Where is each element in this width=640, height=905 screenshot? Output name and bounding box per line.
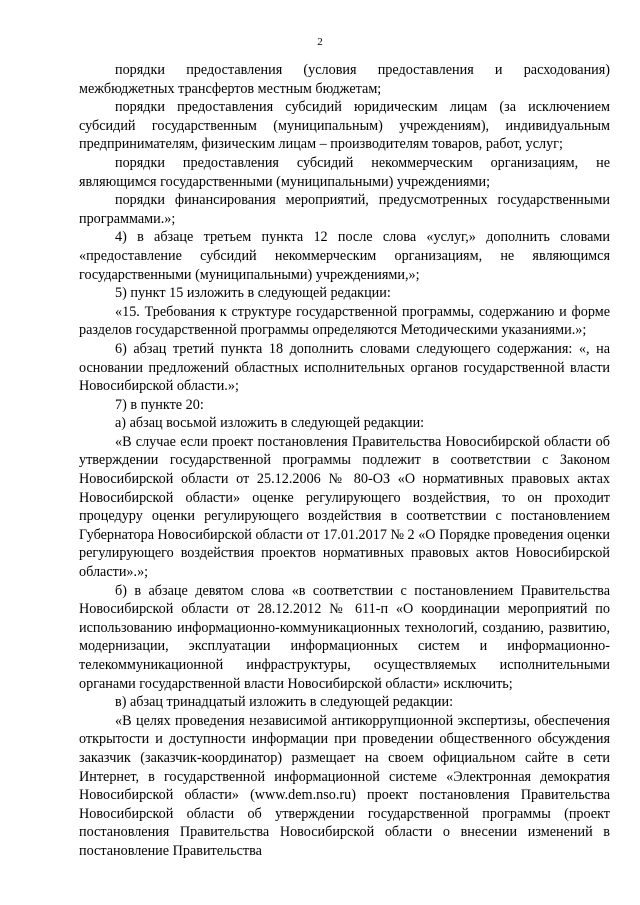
paragraph: порядки предоставления субсидий некоммерческим организациям, не являющимся государственными (муниципальными) учреждениями; [79,154,610,190]
paragraph: «В случае если проект постановления Правительства Новосибирской области об утверждении государственной программы подлежит в соответствии с Законом Новосибирской области от 25.12.2006 № 80-ОЗ «О нормативных правовых актах Новосибирской области» оценке регулирующего воздействия, то он проходит процедуру оценки регулирующего воздействия в соответствии с постановлением Губернатора Новосибирской области от 17.01.2017 № 2 «О Порядке проведения оценки регулирующего воздействия проектов нормативных правовых актов Новосибирской области».»; [79,433,610,581]
paragraph: б) в абзаце девятом слова «в соответствии с постановлением Правительства Новосибирской области от 28.12.2012 № 611-п «О координации мероприятий по использованию информационно-коммуникационных технологий, созданию, развитию, модернизации, эксплуатации информационных систем и информационно-телекоммуникационной инфраструктуры, осуществляемых исполнительными органами государственной власти Новосибирской области» исключить; [79,582,610,692]
paragraph: порядки предоставления субсидий юридическим лицам (за исключением субсидий государственным (муниципальным) учреждениям), индивидуальным предпринимателям, физическим лицам – производителям товаров, работ, услуг; [79,99,610,153]
paragraph: порядки предоставления (условия предоставления и расходования) межбюджетных трансфертов местным бюджетам; [79,62,610,97]
page-number: 2 [317,36,323,48]
paragraph: а) абзац восьмой изложить в следующей редакции: [115,415,425,432]
paragraph: в) абзац тринадцатый изложить в следующей редакции: [115,694,454,711]
paragraph: 5) пункт 15 изложить в следующей редакции: [115,285,391,302]
paragraph: порядки финансирования мероприятий, предусмотренных государственными программами.»; [79,192,610,227]
paragraph: 4) в абзаце третьем пункта 12 после слова «услуг,» дополнить словами «предоставление субсидий некоммерческим организациям, не являющимся государственными (муниципальными) учреждениями,»; [79,229,610,283]
paragraph: «В целях проведения независимой антикоррупционной экспертизы, обеспечения открытости и доступности информации при проведении общественного обсуждения заказчик (заказчик-координатор) размещает на своем официальном сайте в сети Интернет, в государственной информационной системе «Электронная демократия Новосибирской области» (www.dem.nso.ru) проект постановления Правительства Новосибирской области об утверждении государственной программы (проект постановления Правительства Новосибирской области о внесении изменений в постановление Правительства [79,712,610,859]
document-body [79,61,610,861]
paragraph: 6) абзац третий пункта 18 дополнить словами следующего содержания: «, на основании предложений областных исполнительных органов государственной власти Новосибирской области.»; [79,340,610,395]
paragraph: «15. Требования к структуре государственной программы, содержанию и форме разделов государственной программы определяются Методическими указаниями.»; [79,303,610,339]
paragraph: 7) в пункте 20: [115,396,204,413]
